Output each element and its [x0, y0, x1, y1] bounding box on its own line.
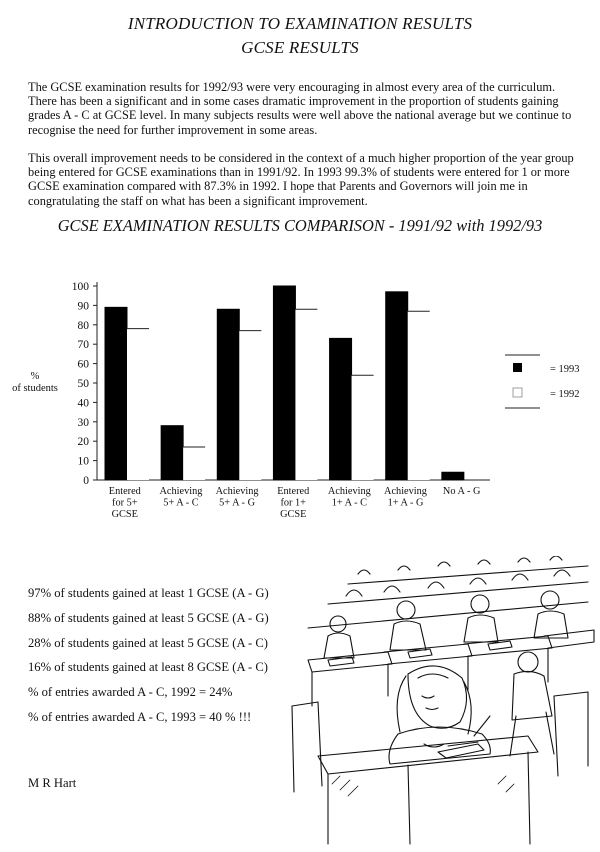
stat-line: 97% of students gained at least 1 GCSE (A - G) — [28, 586, 269, 600]
category-label: GCSE — [111, 509, 138, 520]
category-label: Achieving — [384, 486, 427, 497]
y-tick-label: 10 — [77, 455, 89, 468]
stat-line: 88% of students gained at least 5 GCSE (A - G) — [28, 611, 269, 625]
bar-1992 — [239, 331, 261, 480]
category-label: 5+ A - G — [219, 497, 256, 509]
bar-1992 — [295, 309, 317, 480]
results-bar-chart — [0, 270, 600, 530]
y-tick-label: 20 — [77, 436, 89, 449]
category-label: 5+ A - C — [163, 497, 199, 509]
bar-1993 — [161, 426, 183, 480]
y-tick-label: 70 — [77, 339, 89, 352]
y-axis-label: of students — [12, 383, 58, 394]
classroom-exam-illustration — [288, 556, 596, 846]
category-label: No A - G — [442, 486, 481, 497]
y-tick-label: 100 — [71, 281, 89, 293]
category-label: Entered — [108, 486, 141, 497]
bar-1993 — [217, 309, 239, 480]
stat-line: 16% of students gained at least 8 GCSE (A - C) — [28, 660, 268, 674]
category-label: Achieving — [327, 486, 371, 497]
category-label: Achieving — [159, 486, 203, 497]
category-label: 1+ A - G — [387, 497, 424, 509]
y-tick-label: 40 — [77, 397, 89, 410]
category-label: 1+ A - C — [331, 497, 368, 509]
category-label: for 1+ — [280, 497, 307, 509]
bar-1993 — [273, 286, 295, 480]
bar-1993 — [442, 472, 464, 480]
category-label: for 5+ — [112, 497, 138, 509]
legend-label-1993: = 1993 — [550, 364, 580, 375]
bar-1992 — [352, 375, 374, 480]
y-tick-label: 80 — [77, 319, 89, 332]
bar-1993 — [105, 307, 127, 480]
legend-label-1992: = 1992 — [550, 389, 580, 400]
y-tick-label: 30 — [77, 416, 89, 429]
document-subtitle: GCSE RESULTS — [241, 38, 359, 57]
document-title: INTRODUCTION TO EXAMINATION RESULTS — [127, 14, 473, 33]
category-label: Achieving — [215, 486, 259, 497]
signature: M R Hart — [28, 776, 77, 790]
category-label: Entered — [277, 486, 310, 497]
bar-1993 — [386, 292, 408, 480]
bar-1992 — [183, 447, 205, 480]
legend-swatch-1993 — [513, 363, 522, 372]
y-tick-label: 90 — [77, 300, 89, 313]
stat-line: 28% of students gained at least 5 GCSE (A - C) — [28, 636, 268, 650]
y-tick-label: 50 — [77, 378, 89, 390]
legend-swatch-1992 — [513, 388, 522, 397]
bar-1992 — [127, 329, 149, 480]
y-tick-label: 0 — [83, 475, 89, 487]
intro-paragraph-1: The GCSE examination results for 1992/93 were very encouraging in almost every area of the curriculum. There has been a significant and in some cases dramatic improvement in the proportion of students gaining grades A - C at GCSE level. In many subjects results were well above the national average but we continue to recognise the need for further improvement in some areas. — [28, 80, 572, 137]
bar-1993 — [330, 338, 352, 480]
y-tick-label: 60 — [77, 358, 89, 371]
stat-line: % of entries awarded A - C, 1993 = 40 % !!! — [28, 710, 252, 724]
bar-1992 — [408, 311, 430, 480]
chart-title: GCSE EXAMINATION RESULTS COMPARISON - 1991/92 with 1992/93 — [57, 216, 543, 235]
y-axis-label: % — [30, 371, 40, 382]
intro-paragraph-2: This overall improvement needs to be considered in the context of a much higher proportion of the year group being entered for GCSE examinations than in 1991/92. In 1993 99.3% of students were entered for 1 or more GCSE examination compared with 87.3% in 1992. I hope that Parents and Governors will join me in congratulating the staff on what has been a significant improvement. — [28, 151, 574, 208]
category-label: GCSE — [280, 509, 307, 520]
stat-line: % of entries awarded A - C, 1992 = 24% — [28, 685, 233, 699]
